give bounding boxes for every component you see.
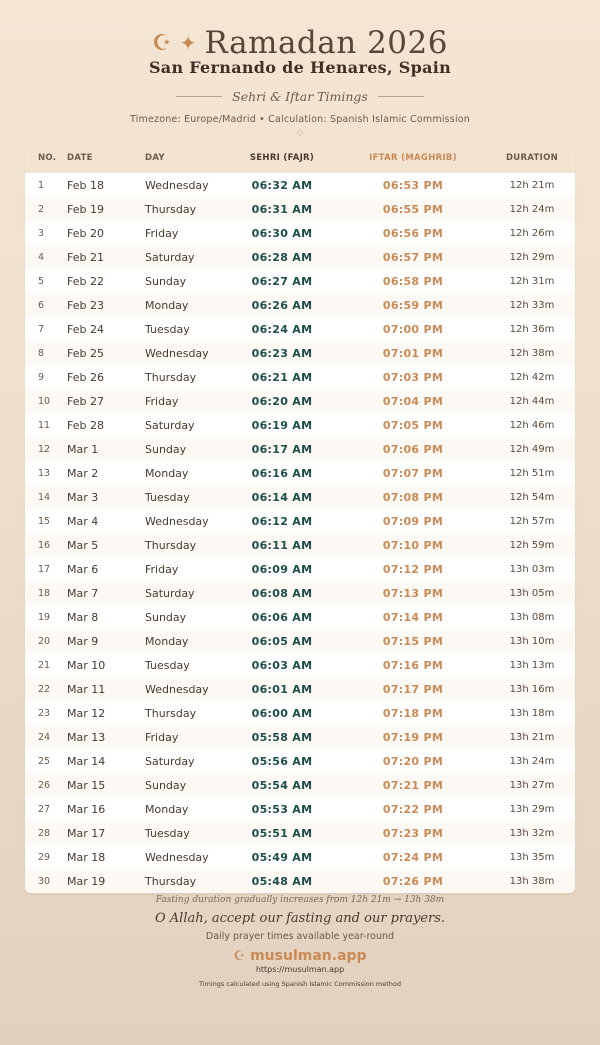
cell-date: Feb 23 [67,298,104,312]
cell-iftar: 07:26 PM [382,874,444,888]
cell-no: 12 [38,443,51,455]
cell-iftar: 07:17 PM [382,682,444,696]
cell-iftar: 07:09 PM [382,514,444,528]
cell-iftar: 07:10 PM [382,538,444,552]
cell-day: Friday [145,226,179,240]
cell-iftar: 07:20 PM [382,754,444,768]
cell-day: Tuesday [145,490,190,504]
page-header [0,0,600,138]
cell-date: Feb 19 [67,202,104,216]
cell-date: Mar 14 [67,754,106,768]
cell-no: 30 [38,875,51,887]
cell-duration: 13h 35m [509,851,555,863]
divider-right [378,96,424,97]
cell-day: Wednesday [145,178,209,192]
cell-iftar: 06:57 PM [382,250,444,264]
cell-sehri: 05:54 AM [251,778,313,792]
table-row [25,413,575,437]
cell-duration: 13h 13m [509,659,555,671]
cell-day: Wednesday [145,346,209,360]
cell-iftar: 07:19 PM [382,730,444,744]
cell-date: Mar 17 [67,826,106,840]
cell-day: Sunday [145,274,187,288]
table-row [25,557,575,581]
cell-duration: 13h 32m [509,827,555,839]
table-row [25,821,575,845]
cell-no: 15 [38,515,51,527]
cell-iftar: 06:55 PM [382,202,444,216]
cell-no: 13 [38,467,51,479]
tagline: Sehri & Iftar Timings [232,89,368,104]
cell-sehri: 06:27 AM [251,274,313,288]
cell-day: Thursday [145,874,197,888]
cell-duration: 12h 36m [509,323,555,335]
table-row [25,365,575,389]
cell-day: Wednesday [145,682,209,696]
cell-date: Mar 18 [67,850,106,864]
divider-left [176,96,222,97]
cell-day: Sunday [145,610,187,624]
cell-no: 4 [38,251,45,263]
page-footer [0,895,600,988]
cell-sehri: 06:24 AM [251,322,313,336]
cell-sehri: 06:00 AM [251,706,313,720]
cell-date: Feb 25 [67,346,104,360]
cell-duration: 13h 38m [509,875,555,887]
cell-date: Mar 5 [67,538,99,552]
table-row [25,677,575,701]
cell-no: 18 [38,587,51,599]
cell-duration: 13h 08m [509,611,555,623]
table-row [25,293,575,317]
cell-sehri: 06:17 AM [251,442,313,456]
cell-date: Mar 11 [67,682,106,696]
cell-duration: 13h 03m [509,563,555,575]
header-date: DATE [67,153,93,163]
table-row [25,389,575,413]
cell-iftar: 06:58 PM [382,274,444,288]
cell-iftar: 07:21 PM [382,778,444,792]
table-row [25,245,575,269]
cell-no: 26 [38,779,51,791]
cell-iftar: 07:14 PM [382,610,444,624]
cell-date: Mar 15 [67,778,106,792]
cell-day: Wednesday [145,850,209,864]
cell-iftar: 07:22 PM [382,802,444,816]
cell-date: Mar 1 [67,442,99,456]
cell-no: 23 [38,707,51,719]
cell-sehri: 05:58 AM [251,730,313,744]
cell-date: Feb 20 [67,226,104,240]
cell-iftar: 07:16 PM [382,658,444,672]
cell-date: Mar 13 [67,730,106,744]
crescent-icon: ☪ [233,948,246,964]
title-row [0,24,600,62]
cell-sehri: 06:26 AM [251,298,313,312]
cell-no: 10 [38,395,51,407]
cell-day: Saturday [145,418,195,432]
cell-iftar: 07:06 PM [382,442,444,456]
cell-day: Thursday [145,538,197,552]
cell-date: Mar 7 [67,586,99,600]
cell-no: 25 [38,755,51,767]
table-row [25,485,575,509]
cell-day: Thursday [145,202,197,216]
cell-duration: 12h 31m [509,275,555,287]
cell-day: Tuesday [145,658,190,672]
header-day: DAY [145,153,165,163]
cell-day: Saturday [145,586,195,600]
cell-date: Mar 10 [67,658,106,672]
cell-date: Mar 8 [67,610,99,624]
cell-day: Monday [145,466,189,480]
table-row [25,221,575,245]
table-row [25,533,575,557]
cell-iftar: 07:12 PM [382,562,444,576]
cell-sehri: 05:49 AM [251,850,313,864]
header-sehri: SEHRI (FAJR) [249,153,315,163]
cell-date: Feb 27 [67,394,104,408]
cell-sehri: 06:32 AM [251,178,313,192]
cell-iftar: 07:08 PM [382,490,444,504]
cell-day: Tuesday [145,826,190,840]
cell-duration: 13h 29m [509,803,555,815]
cell-date: Mar 16 [67,802,106,816]
header-iftar: IFTAR (MAGHRIB) [369,153,457,163]
cell-sehri: 06:21 AM [251,370,313,384]
table-row [25,845,575,869]
cell-no: 6 [38,299,45,311]
cell-no: 19 [38,611,51,623]
cell-no: 20 [38,635,51,647]
cell-no: 28 [38,827,51,839]
table-row [25,461,575,485]
cell-iftar: 07:07 PM [382,466,444,480]
table-row [25,269,575,293]
cell-no: 5 [38,275,45,287]
cell-sehri: 06:01 AM [251,682,313,696]
cell-no: 17 [38,563,51,575]
cell-iftar: 06:56 PM [382,226,444,240]
cell-sehri: 06:05 AM [251,634,313,648]
cell-sehri: 06:16 AM [251,466,313,480]
cell-day: Wednesday [145,514,209,528]
table-row [25,653,575,677]
cell-iftar: 07:23 PM [382,826,444,840]
table-row [25,581,575,605]
cell-day: Saturday [145,754,195,768]
cell-duration: 13h 24m [509,755,555,767]
table-body [25,173,575,893]
cell-date: Feb 18 [67,178,104,192]
cell-date: Feb 24 [67,322,104,336]
cell-duration: 13h 27m [509,779,555,791]
cell-no: 9 [38,371,45,383]
cell-sehri: 05:48 AM [251,874,313,888]
cell-duration: 12h 51m [509,467,555,479]
table-row [25,509,575,533]
cell-sehri: 06:23 AM [251,346,313,360]
table-row [25,869,575,893]
cell-no: 3 [38,227,45,239]
table-row [25,773,575,797]
cell-duration: 13h 05m [509,587,555,599]
cell-duration: 13h 18m [509,707,555,719]
table-row [25,701,575,725]
cell-duration: 12h 44m [509,395,555,407]
table-row [25,725,575,749]
dua-text: O Allah, accept our fasting and our prayers. [154,911,446,926]
cell-iftar: 07:03 PM [382,370,444,384]
cell-duration: 12h 24m [509,203,555,215]
table-row [25,197,575,221]
cell-sehri: 06:11 AM [251,538,313,552]
cell-sehri: 06:14 AM [251,490,313,504]
duration-note: Fasting duration gradually increases from 12h 21m → 13h 38m [155,895,445,905]
tagline-row [0,89,600,104]
cell-sehri: 06:03 AM [251,658,313,672]
cell-date: Mar 19 [67,874,106,888]
cell-duration: 12h 46m [509,419,555,431]
page-title: Ramadan 2026 [204,25,448,61]
brand-url[interactable]: https://musulman.app [255,965,345,974]
cell-date: Mar 4 [67,514,99,528]
cell-day: Monday [145,298,189,312]
cell-sehri: 06:08 AM [251,586,313,600]
cell-day: Friday [145,730,179,744]
cell-iftar: 06:53 PM [382,178,444,192]
cell-day: Tuesday [145,322,190,336]
cell-sehri: 05:56 AM [251,754,313,768]
cell-iftar: 07:15 PM [382,634,444,648]
cell-no: 24 [38,731,51,743]
table-row [25,341,575,365]
timezone-info: Timezone: Europe/Madrid • Calculation: Spanish Islamic Commission [129,114,471,125]
cell-date: Mar 6 [67,562,99,576]
cell-sehri: 06:28 AM [251,250,313,264]
table-row [25,605,575,629]
cell-duration: 12h 42m [509,371,555,383]
table-row [25,437,575,461]
cell-no: 2 [38,203,45,215]
cell-sehri: 05:51 AM [251,826,313,840]
cell-no: 8 [38,347,45,359]
header-no: NO. [38,153,57,163]
cell-iftar: 07:18 PM [382,706,444,720]
table-row [25,797,575,821]
diamond-icon: ◇ [296,128,304,138]
cell-no: 14 [38,491,51,503]
cell-duration: 13h 21m [509,731,555,743]
cell-sehri: 06:12 AM [251,514,313,528]
cell-no: 22 [38,683,51,695]
cell-date: Feb 22 [67,274,104,288]
cell-sehri: 06:09 AM [251,562,313,576]
cell-duration: 13h 10m [509,635,555,647]
cell-duration: 12h 29m [509,251,555,263]
header-duration: DURATION [505,153,559,163]
cell-duration: 12h 21m [509,179,555,191]
cell-iftar: 07:04 PM [382,394,444,408]
cell-day: Friday [145,394,179,408]
cell-iftar: 07:05 PM [382,418,444,432]
cell-duration: 12h 57m [509,515,555,527]
timings-table [25,143,575,893]
cell-date: Mar 12 [67,706,106,720]
cell-iftar: 07:01 PM [382,346,444,360]
star-icon: ✦ [179,31,197,55]
cell-day: Sunday [145,442,187,456]
cell-duration: 12h 59m [509,539,555,551]
cell-sehri: 06:20 AM [251,394,313,408]
cell-day: Friday [145,562,179,576]
cell-duration: 12h 38m [509,347,555,359]
table-row [25,629,575,653]
cell-day: Monday [145,634,189,648]
year-round-text: Daily prayer times available year-round [205,931,395,942]
cell-day: Thursday [145,706,197,720]
cell-date: Mar 2 [67,466,99,480]
crescent-icon: ☪ [152,30,172,56]
cell-duration: 12h 49m [509,443,555,455]
cell-iftar: 07:24 PM [382,850,444,864]
cell-duration: 12h 26m [509,227,555,239]
location-subtitle: San Fernando de Henares, Spain [148,58,452,77]
cell-date: Feb 21 [67,250,104,264]
brand-name[interactable]: musulman.app [250,948,367,964]
cell-sehri: 06:31 AM [251,202,313,216]
cell-day: Monday [145,802,189,816]
cell-sehri: 06:19 AM [251,418,313,432]
table-row [25,317,575,341]
cell-sehri: 05:53 AM [251,802,313,816]
cell-date: Mar 3 [67,490,99,504]
table-row [25,173,575,197]
cell-duration: 12h 33m [509,299,555,311]
cell-iftar: 07:13 PM [382,586,444,600]
cell-day: Sunday [145,778,187,792]
cell-no: 21 [38,659,51,671]
calculation-note: Timings calculated using Spanish Islamic Commission method [198,980,402,988]
table-row [25,749,575,773]
cell-duration: 12h 54m [509,491,555,503]
cell-date: Feb 26 [67,370,104,384]
cell-no: 7 [38,323,45,335]
cell-no: 11 [38,419,51,431]
cell-iftar: 07:00 PM [382,322,444,336]
cell-duration: 13h 16m [509,683,555,695]
table-header [25,143,575,173]
cell-sehri: 06:06 AM [251,610,313,624]
cell-no: 29 [38,851,51,863]
cell-sehri: 06:30 AM [251,226,313,240]
cell-day: Thursday [145,370,197,384]
cell-no: 27 [38,803,51,815]
cell-no: 16 [38,539,51,551]
cell-day: Saturday [145,250,195,264]
cell-date: Feb 28 [67,418,104,432]
cell-iftar: 06:59 PM [382,298,444,312]
cell-no: 1 [38,179,45,191]
brand-row[interactable] [0,948,600,964]
cell-date: Mar 9 [67,634,99,648]
